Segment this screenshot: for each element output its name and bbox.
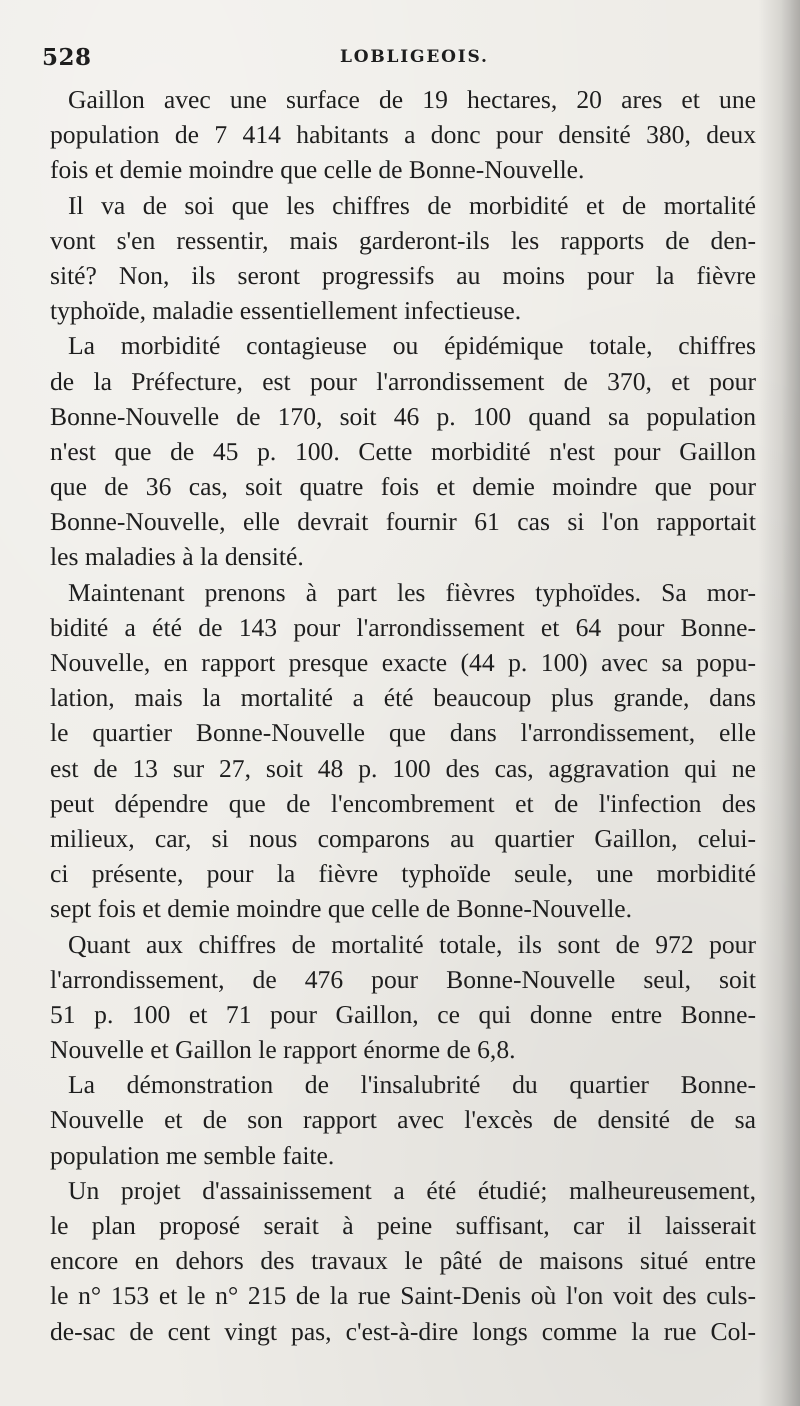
text-line: Quant aux chiffres de mortalité totale, ils sont de 972 pour [68,929,756,959]
text-line: le n° 153 et le n° 215 de la rue Saint-Denis où l'on voit des culs- [50,1281,756,1311]
text-line: lation, mais la mortalité a été beaucoup plus grande, dans [50,683,756,713]
text-line: population de 7 414 habitants a donc pour densité 380, deux [50,120,756,150]
text-line: encore en dehors des travaux le pâté de maisons situé entre [50,1246,756,1276]
running-title: LOBLIGEOIS. [340,47,489,67]
text-line: le quartier Bonne-Nouvelle que dans l'arrondissement, elle [50,718,756,748]
text-line: de la Préfecture, est pour l'arrondissement de 370, et pour [50,366,756,396]
text-line: l'arrondissement, de 476 pour Bonne-Nouvelle seul, soit [50,964,756,994]
text-line: peut dépendre que de l'encombrement et de l'infection des [50,788,756,818]
text-line: Nouvelle et Gaillon le rapport énorme de 6,8. [50,1035,516,1065]
text-line: est de 13 sur 27, soit 48 p. 100 des cas, aggravation qui ne [50,753,756,783]
text-line: Bonne-Nouvelle de 170, soit 46 p. 100 quand sa population [50,401,756,431]
text-line: Gaillon avec une surface de 19 hectares, 20 ares et une [68,85,756,114]
text-line: typhoïde, maladie essentiellement infectieuse. [50,296,522,326]
text-line: fois et demie moindre que celle de Bonne-Nouvelle. [50,155,585,185]
text-line: Bonne-Nouvelle, elle devrait fournir 61 cas si l'on rapportait [50,507,756,537]
text-line: La démonstration de l'insalubrité du quartier Bonne- [68,1070,756,1100]
page-header [42,44,742,78]
text-line: Nouvelle et de son rapport avec l'excès de densité de sa [50,1105,756,1135]
text-line: vont s'en ressentir, mais garderont-ils les rapports de den- [50,225,756,255]
text-line: n'est que de 45 p. 100. Cette morbidité n'est pour Gaillon [50,436,756,466]
page-edge-shadow [758,0,800,1406]
text-line: 51 p. 100 et 71 pour Gaillon, ce qui donne entre Bonne- [50,999,756,1029]
text-line: population me semble faite. [50,1140,335,1170]
text-line: milieux, car, si nous comparons au quartier Gaillon, celui- [50,823,756,853]
text-line: Maintenant prenons à part les fièvres typhoïdes. Sa mor- [68,577,756,607]
text-line: bidité a été de 143 pour l'arrondissement et 64 pour Bonne- [50,612,756,642]
text-line: de-sac de cent vingt pas, c'est-à-dire longs comme la rue Col- [50,1316,756,1346]
text-line: le plan proposé serait à peine suffisant, car il laisserait [50,1211,756,1240]
text-line: sité? Non, ils seront progressifs au moins pour la fièvre [50,260,756,290]
page-number: 528 [42,44,92,71]
text-line: les maladies à la densité. [50,542,304,572]
text-line: Il va de soi que les chiffres de morbidité et de mortalité [68,190,756,220]
text-line: sept fois et demie moindre que celle de Bonne-Nouvelle. [50,894,633,924]
text-line: La morbidité contagieuse ou épidémique totale, chiffres [68,331,756,361]
text-line: ci présente, pour la fièvre typhoïde seule, une morbidité [50,859,756,889]
text-line: Un projet d'assainissement a été étudié; malheureusement, [68,1175,756,1205]
body-text [50,82,756,1349]
text-line: Nouvelle, en rapport presque exacte (44 p. 100) avec sa popu- [50,648,756,677]
text-line: que de 36 cas, soit quatre fois et demie moindre que pour [50,472,756,502]
